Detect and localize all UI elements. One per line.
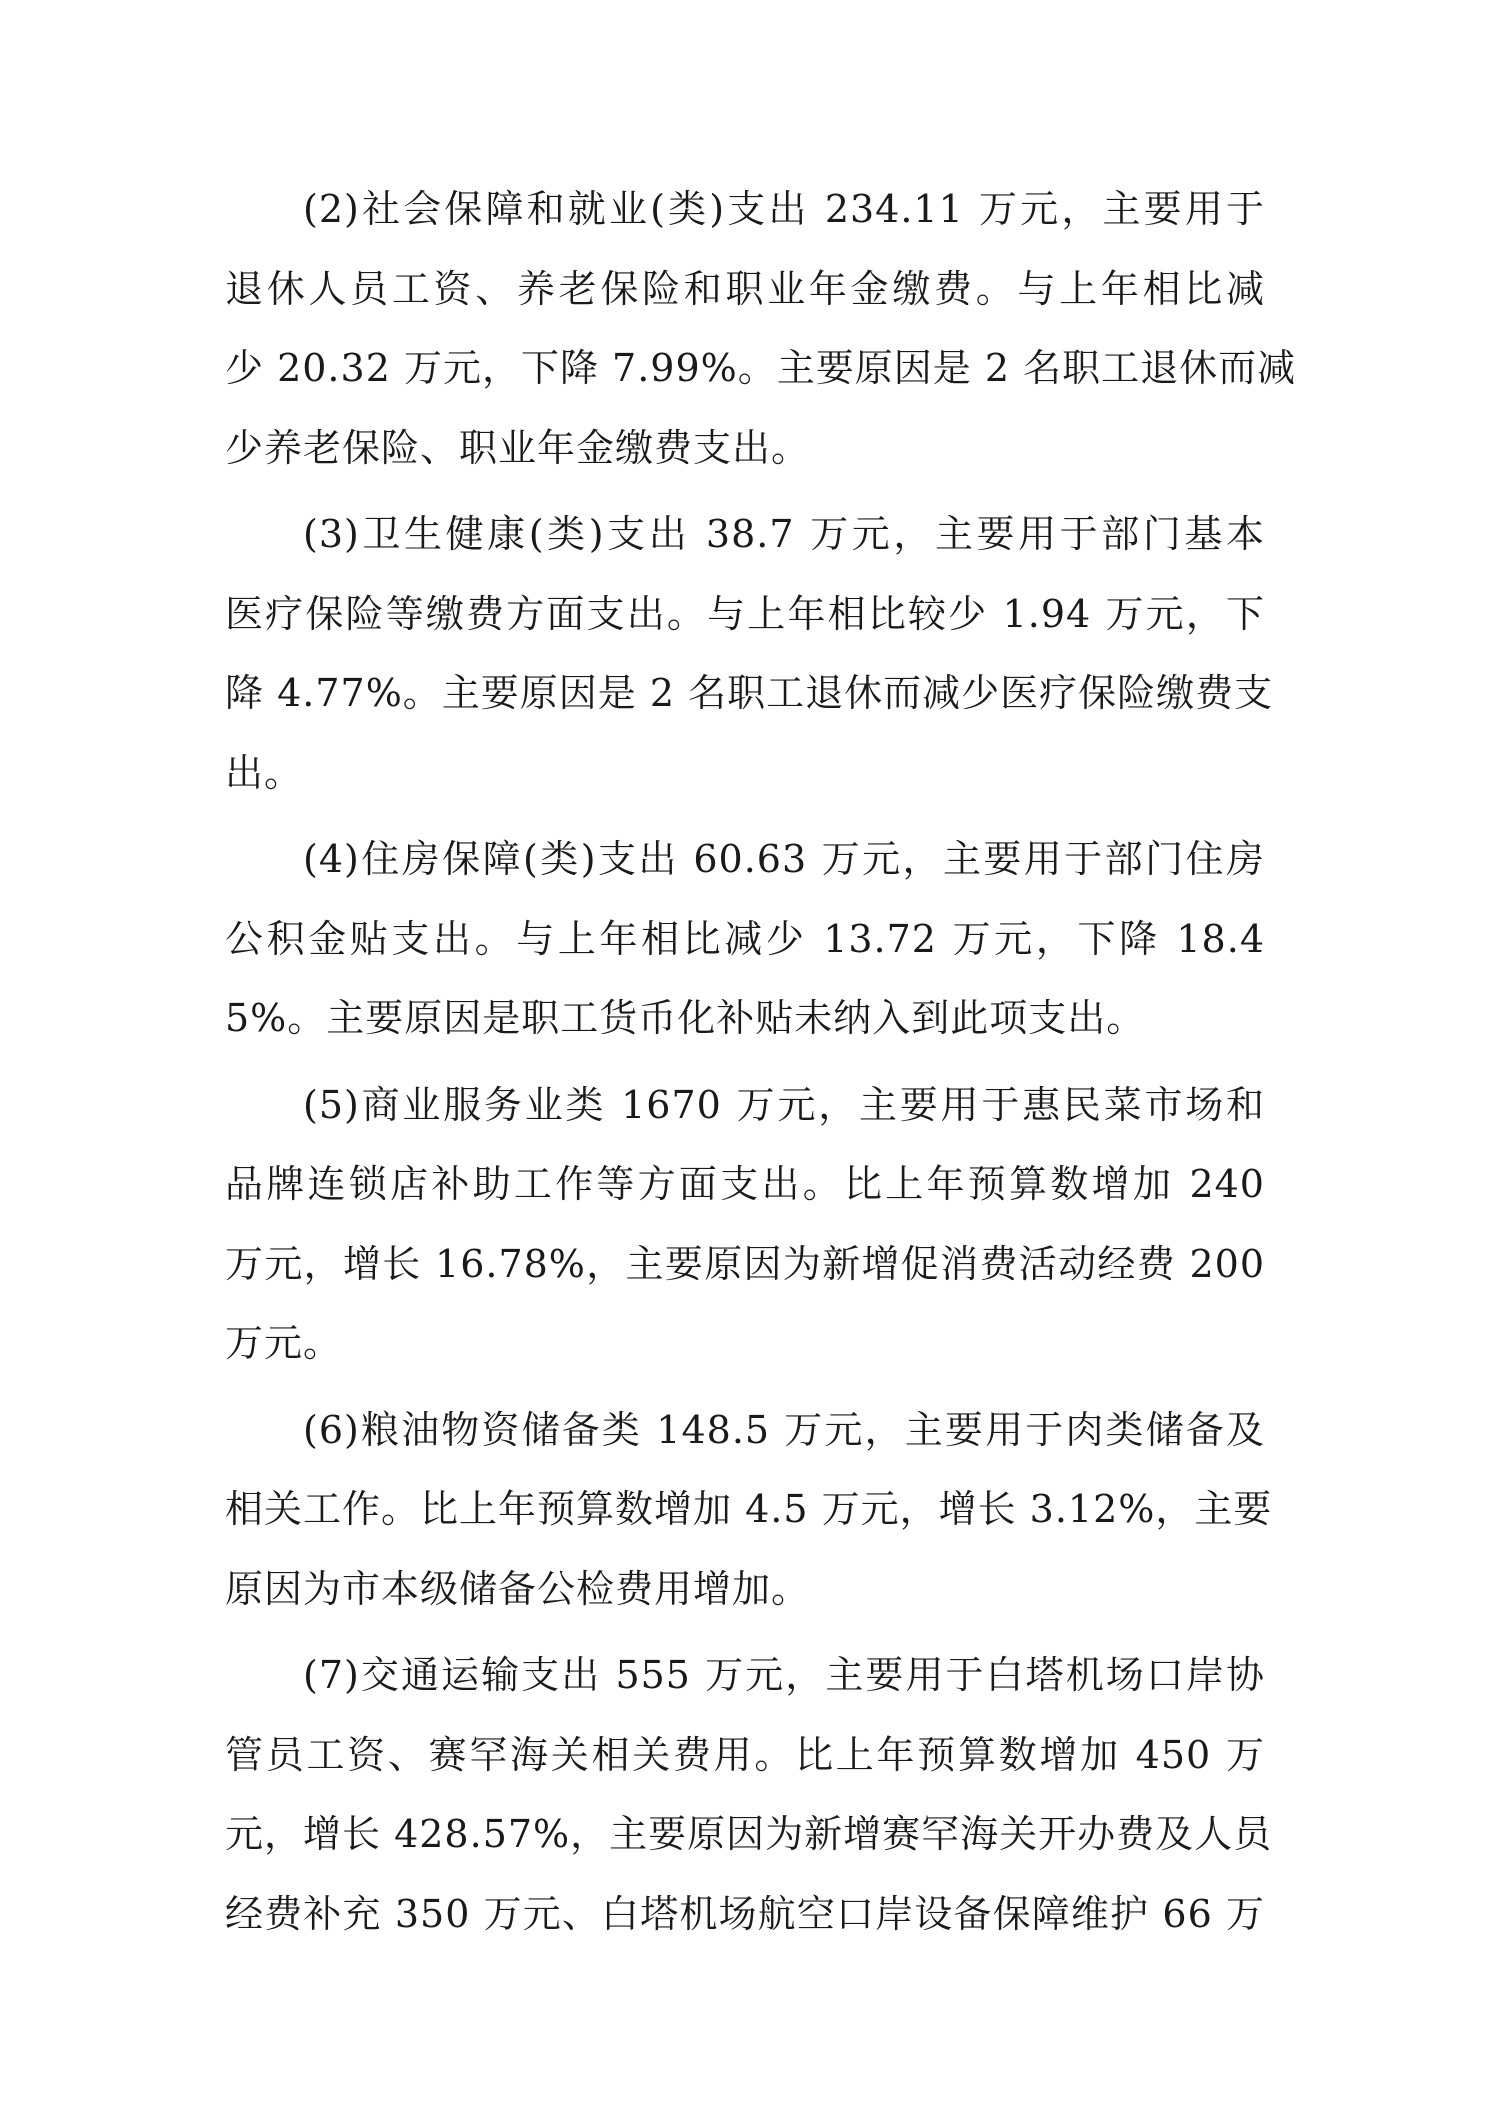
text-line: (4)住房保障(类)支出 60.63 万元，主要用于部门住房 [303,837,1265,881]
document-body [225,170,1297,1961]
text-line: 5%。主要原因是职工货币化补贴未纳入到此项支出。 [225,996,1146,1040]
text-line: (3)卫生健康(类)支出 38.7 万元，主要用于部门基本 [303,512,1265,556]
text-line: 管员工资、赛罕海关相关费用。比上年预算数增加 450 万 [225,1732,1265,1777]
paragraph-housing [225,820,1265,1059]
text-line: 品牌连锁店补助工作等方面支出。比上年预算数增加 240 [225,1162,1265,1206]
text-line: 降 4.77%。主要原因是 2 名职工退休而减少医疗保险缴费支 [225,671,1274,715]
text-line: (7)交通运输支出 555 万元，主要用于白塔机场口岸协 [303,1653,1265,1697]
paragraph-commerce [225,1066,1265,1384]
text-line: (2)社会保障和就业(类)支出 234.11 万元，主要用于 [303,187,1265,231]
text-line: (6)粮油物资储备类 148.5 万元，主要用于肉类储备及 [303,1407,1265,1452]
paragraph-grain-reserve [225,1391,1273,1630]
text-line: 万元，增长 16.78%，主要原因为新增促消费活动经费 200 [225,1241,1265,1286]
text-line: 医疗保险等缴费方面支出。与上年相比较少 1.94 万元，下 [225,591,1265,636]
text-line: 相关工作。比上年预算数增加 4.5 万元，增长 3.12%，主要 [225,1487,1273,1531]
text-line: 经费补充 350 万元、白塔机场航空口岸设备保障维护 66 万 [225,1891,1265,1936]
text-line: 少 20.32 万元，下降 7.99%。主要原因是 2 名职工退休而减 [225,346,1297,390]
text-line: 少养老保险、职业年金缴费支出。 [225,425,811,470]
paragraph-health [225,495,1274,813]
text-line: 出。 [225,750,304,795]
text-line: (5)商业服务业类 1670 万元，主要用于惠民菜市场和 [303,1082,1265,1127]
text-line: 原因为市本级储备公检费用增加。 [225,1566,811,1611]
text-line: 退休人员工资、养老保险和职业年金缴费。与上年相比减 [225,266,1265,311]
text-line: 万元。 [225,1321,343,1365]
paragraph-transport [225,1636,1273,1954]
text-line: 元，增长 428.57%，主要原因为新增赛罕海关开办费及人员 [225,1812,1273,1856]
text-line: 公积金贴支出。与上年相比减少 13.72 万元，下降 18.4 [225,916,1265,961]
paragraph-social-security [225,170,1297,488]
